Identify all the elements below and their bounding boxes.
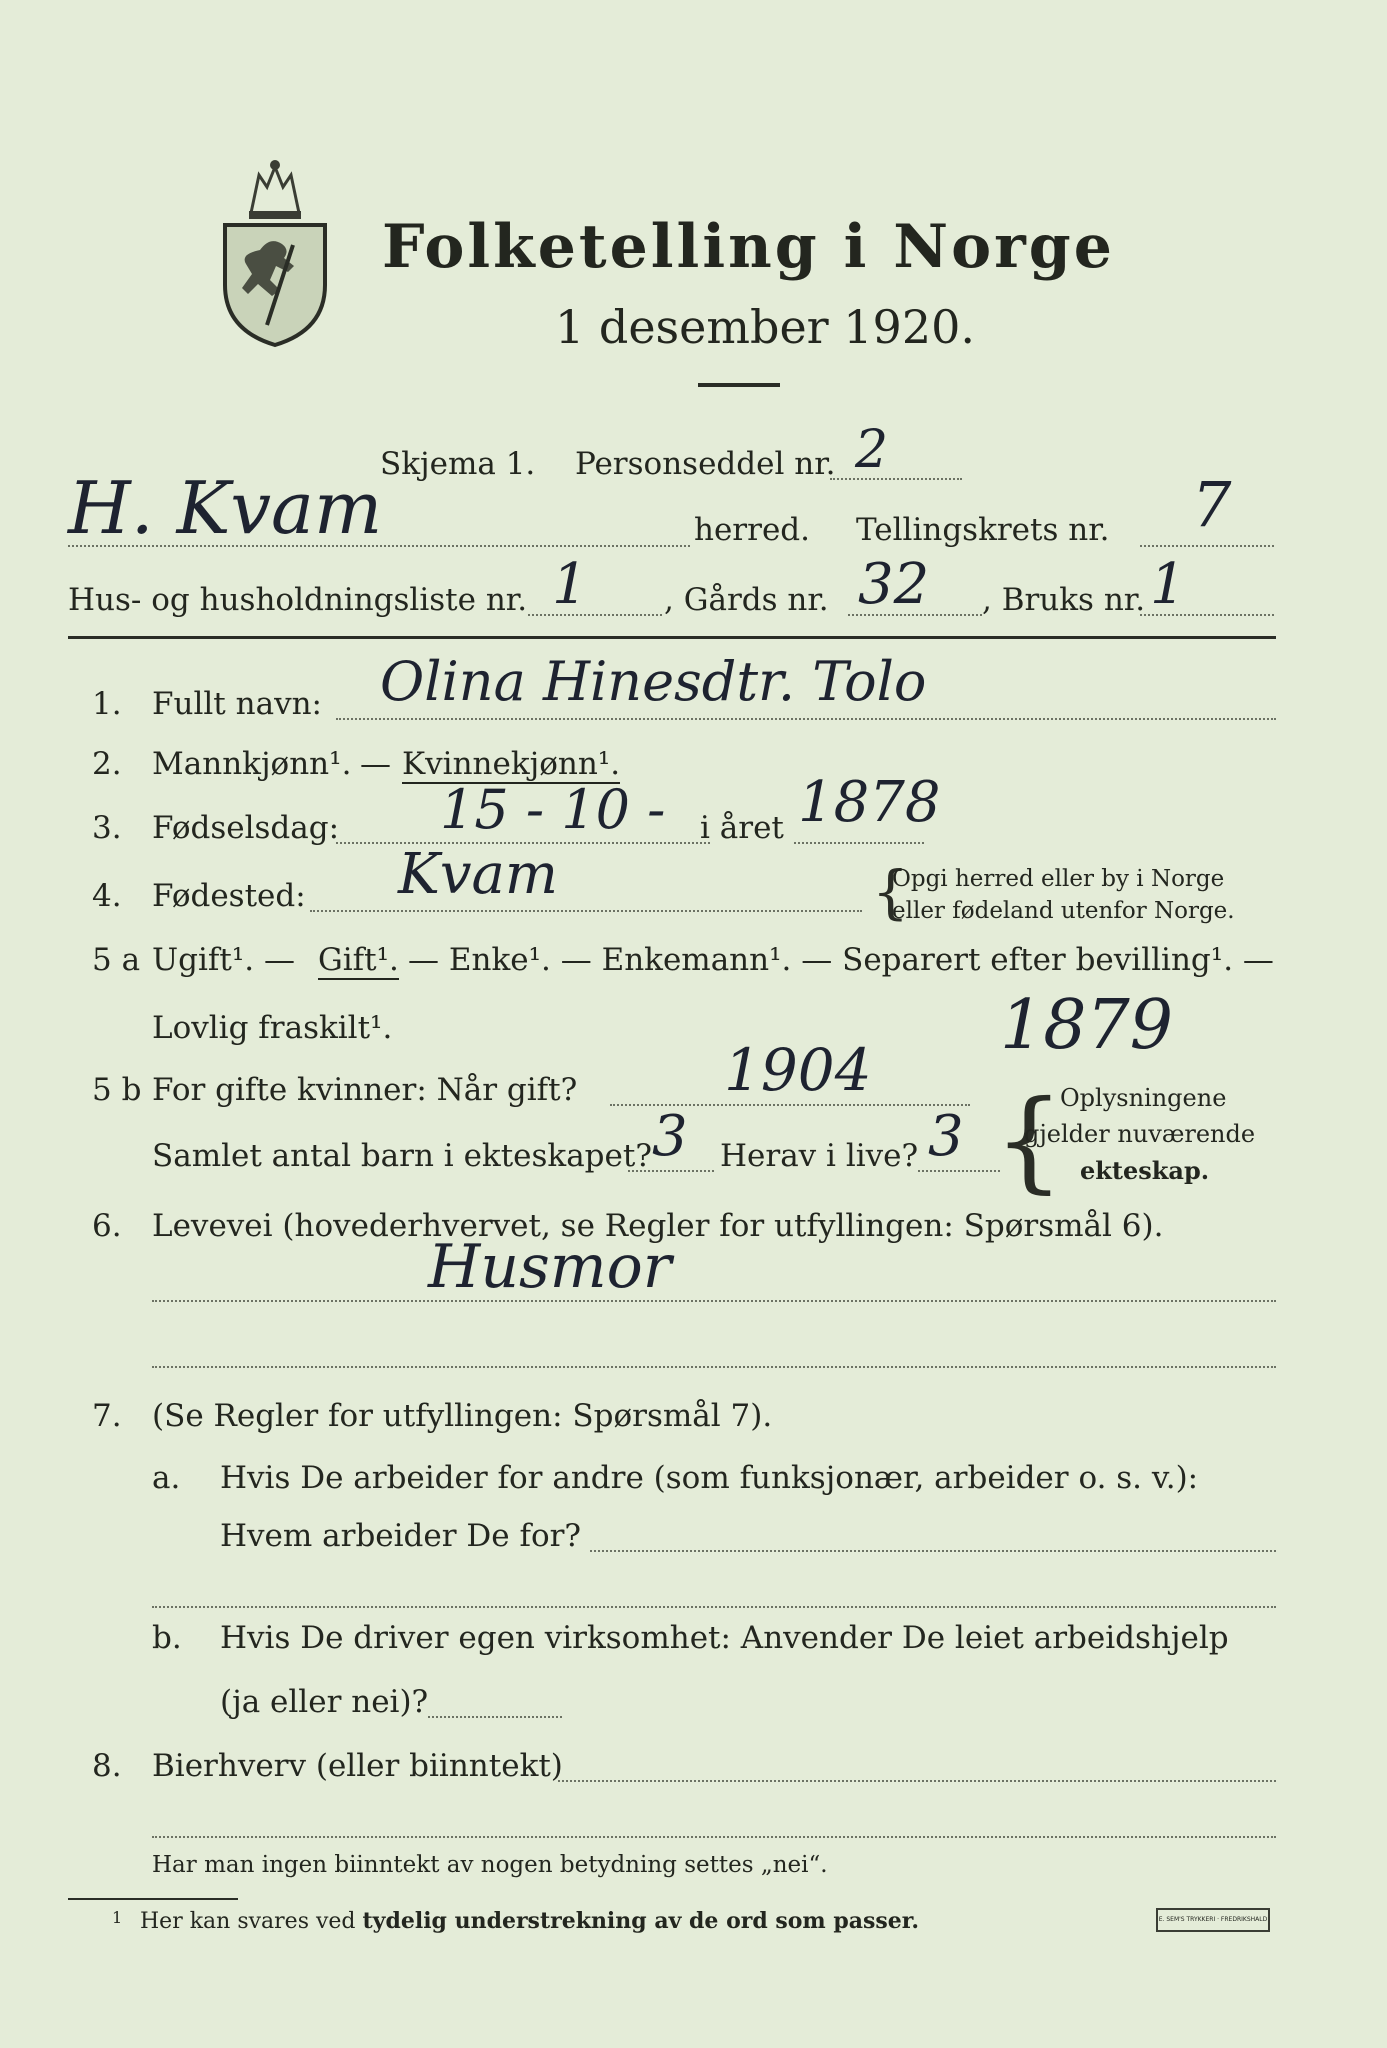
children-living-value: 3 xyxy=(928,1104,964,1169)
footnote-text-bold: tydelig understrekning av de ord som passer. xyxy=(362,1908,920,1934)
gards-label: , Gårds nr. xyxy=(664,582,829,618)
occupation-field-line2[interactable] xyxy=(152,1366,1276,1368)
q7b-line2: (ja eller nei)? xyxy=(220,1684,429,1720)
married-option-underlined[interactable]: Gift¹. xyxy=(318,942,399,978)
q7b-line1: Hvis De driver egen virksomhet: Anvender De leiet arbeidshjelp xyxy=(220,1620,1229,1656)
husliste-field[interactable] xyxy=(528,614,662,616)
bruks-value: 1 xyxy=(1150,552,1186,617)
husliste-label: Hus- og husholdningsliste nr. xyxy=(68,582,528,618)
q8-label: Bierhverv (eller biinntekt) xyxy=(152,1748,563,1784)
marital-other-options[interactable]: — Enke¹. — Enkemann¹. — Separert efter bevilling¹. — xyxy=(408,942,1274,978)
q3-label: Fødselsdag: xyxy=(152,810,340,846)
skjema-label: Skjema 1. xyxy=(380,446,536,482)
children-total-field[interactable] xyxy=(628,1170,714,1172)
gender-separator: — xyxy=(360,746,391,782)
q6-label: Levevei (hovederhvervet, se Regler for utfyllingen: Spørsmål 6). xyxy=(152,1208,1164,1244)
form-date: 1 desember 1920. xyxy=(555,300,975,354)
unmarried-option[interactable]: Ugift¹. — xyxy=(152,942,295,978)
printer-stamp: E. SEM'S TRYKKERI · FREDRIKSHALD xyxy=(1156,1908,1270,1932)
footnote-divider xyxy=(68,1898,238,1900)
footnote-number: 1 xyxy=(112,1908,123,1927)
q4-label: Fødested: xyxy=(152,878,306,914)
herred-label: herred. xyxy=(694,512,810,548)
birthyear-value: 1878 xyxy=(798,770,941,835)
form-title: Folketelling i Norge xyxy=(382,212,1115,282)
no-income-note: Har man ingen biinntekt av nogen betydning settes „nei“. xyxy=(152,1852,828,1878)
birthdate-value: 15 - 10 - xyxy=(440,778,666,841)
birthplace-note-brace: { xyxy=(872,858,909,926)
marriage-note-line1: Oplysningene xyxy=(1060,1084,1227,1112)
margin-year-note: 1879 xyxy=(1000,986,1174,1065)
secondary-income-field-line2[interactable] xyxy=(152,1836,1276,1838)
q7a-line2: Hvem arbeider De for? xyxy=(220,1518,582,1554)
occupation-value: Husmor xyxy=(428,1232,672,1302)
header-divider xyxy=(68,636,1276,639)
full-name-field[interactable] xyxy=(336,718,1276,720)
tellingskrets-field[interactable] xyxy=(1140,545,1274,547)
birthplace-note-line1: Opgi herred eller by i Norge xyxy=(892,866,1225,892)
footnote-text-plain: Her kan svares ved xyxy=(140,1909,363,1934)
q7a-letter: a. xyxy=(152,1460,181,1496)
q2-number: 2. xyxy=(92,746,122,782)
personseddel-field[interactable] xyxy=(830,478,962,480)
personseddel-label: Personseddel nr. xyxy=(575,446,836,482)
children-total-value: 3 xyxy=(652,1104,688,1169)
herred-value: H. Kvam xyxy=(68,466,383,550)
full-name-value: Olina Hinesdtr. Tolo xyxy=(380,650,927,713)
personseddel-value: 2 xyxy=(855,420,889,480)
tellingskrets-label: Tellingskrets nr. xyxy=(856,512,1110,548)
children-living-field[interactable] xyxy=(918,1170,1000,1172)
divorced-option[interactable]: Lovlig fraskilt¹. xyxy=(152,1010,393,1046)
q7b-letter: b. xyxy=(152,1620,182,1656)
marriage-note-line2: gjelder nuværende xyxy=(1024,1120,1256,1148)
footnote-text xyxy=(140,1908,919,1934)
tellingskrets-value: 7 xyxy=(1192,468,1232,541)
employer-field-line2[interactable] xyxy=(152,1606,1276,1608)
female-option-underlined[interactable]: Kvinnekjønn¹. xyxy=(402,746,621,782)
gards-value: 32 xyxy=(858,552,930,617)
bruks-label: , Bruks nr. xyxy=(982,582,1146,618)
marriage-note-line3: ekteskap. xyxy=(1080,1156,1210,1185)
when-married-label: For gifte kvinner: Når gift? xyxy=(152,1072,578,1108)
title-divider xyxy=(698,383,780,387)
coat-of-arms-icon xyxy=(215,155,335,350)
q5a-number: 5 a xyxy=(92,942,141,978)
secondary-income-field-line1[interactable] xyxy=(558,1780,1276,1782)
birthplace-note-line2: eller fødeland utenfor Norge. xyxy=(892,898,1235,924)
children-living-label: Herav i live? xyxy=(720,1138,919,1174)
employer-field-line1[interactable] xyxy=(590,1550,1276,1552)
birthplace-field[interactable] xyxy=(310,910,862,912)
q7a-line1: Hvis De arbeider for andre (som funksjonær, arbeider o. s. v.): xyxy=(220,1460,1199,1496)
q4-number: 4. xyxy=(92,878,122,914)
q6-number: 6. xyxy=(92,1208,122,1244)
q1-label: Fullt navn: xyxy=(152,686,322,722)
q8-number: 8. xyxy=(92,1748,122,1784)
q5b-number: 5 b xyxy=(92,1072,142,1108)
children-total-label: Samlet antal barn i ekteskapet? xyxy=(152,1138,652,1174)
husliste-value: 1 xyxy=(552,552,588,617)
q3-number: 3. xyxy=(92,810,122,846)
birthplace-value: Kvam xyxy=(398,842,558,907)
birthyear-field[interactable] xyxy=(794,842,924,844)
male-option[interactable]: Mannkjønn¹. xyxy=(152,746,352,782)
q7-number: 7. xyxy=(92,1398,122,1434)
occupation-field-line1[interactable] xyxy=(152,1300,1276,1302)
marriage-note-brace: { xyxy=(994,1076,1064,1204)
q1-number: 1. xyxy=(92,686,122,722)
when-married-value: 1904 xyxy=(724,1036,872,1104)
q7-label: (Se Regler for utfyllingen: Spørsmål 7). xyxy=(152,1398,773,1434)
hired-help-field[interactable] xyxy=(428,1716,562,1718)
year-label: i året xyxy=(700,810,784,846)
